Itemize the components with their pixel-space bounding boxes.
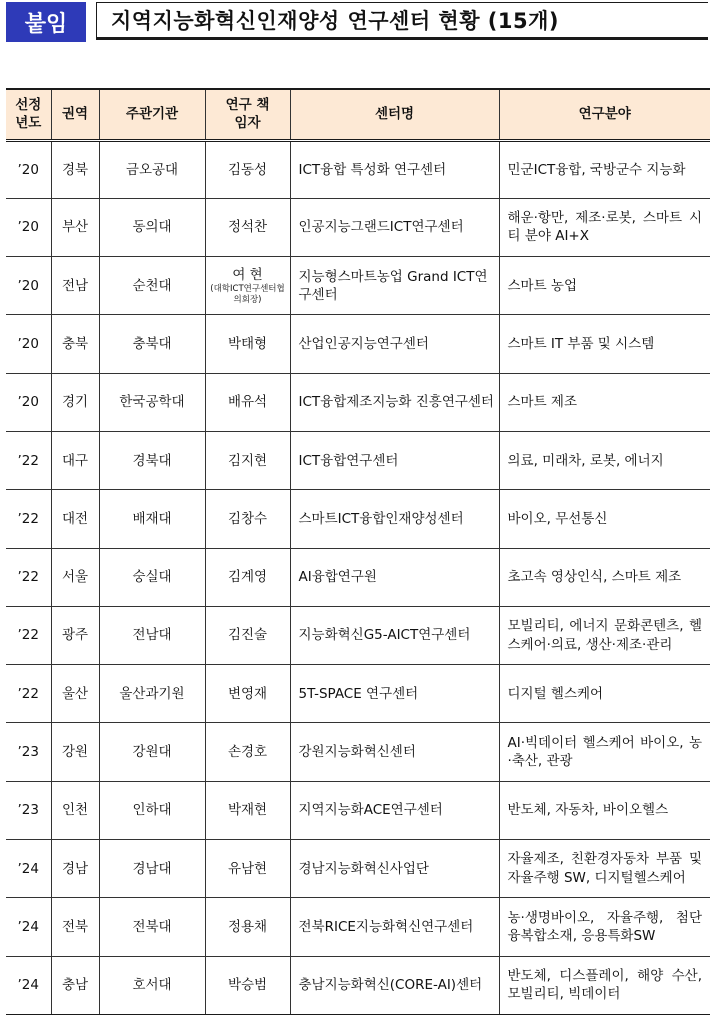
research-field-cell — [499, 315, 710, 373]
region-cell-text: 인천 — [61, 802, 89, 819]
institution-cell-text: 호서대 — [132, 977, 172, 994]
institution-cell — [99, 840, 205, 898]
institution-cell — [99, 898, 205, 956]
research-field-cell-text: 민군ICT융합, 국방군수 지능화 — [507, 161, 686, 178]
research-center-table — [6, 88, 710, 1015]
research-field-cell-text: 초고속 영상인식, 스마트 제조 — [507, 569, 682, 586]
research-field-cell-text: 바이오, 무선통신 — [507, 510, 608, 527]
center-name-cell-text: 충남지능화혁신(CORE-AI)센터 — [298, 977, 483, 994]
manager-cell — [205, 198, 290, 256]
research-field-cell-text: 스마트 제조 — [507, 394, 577, 411]
manager-cell — [205, 606, 290, 664]
manager-note: (대학ICT연구센터협의회장) — [210, 284, 285, 305]
table-row — [6, 140, 710, 198]
center-name-cell-text: ICT융합 특성화 연구센터 — [298, 161, 447, 178]
research-field-cell-text: 해운·항만, 제조·로봇, 스마트 시티 분야 AI+X — [507, 210, 702, 245]
manager-cell — [205, 373, 290, 431]
manager-cell — [205, 548, 290, 606]
table-row — [6, 606, 710, 664]
region-cell — [51, 898, 99, 956]
manager-cell-text: 손경호 — [227, 744, 268, 760]
year-cell-text: ’20 — [17, 335, 39, 352]
region-cell-text: 서울 — [61, 569, 89, 586]
year-cell — [6, 140, 51, 198]
region-cell — [51, 781, 99, 839]
institution-cell-text: 인하대 — [132, 802, 172, 819]
table-header — [6, 89, 710, 140]
region-cell-text: 대전 — [61, 510, 89, 527]
research-field-cell — [499, 665, 710, 723]
year-cell — [6, 606, 51, 664]
center-name-cell — [290, 606, 499, 664]
year-cell-text: ’20 — [17, 394, 39, 411]
region-cell — [51, 840, 99, 898]
research-field-cell-text: 디지털 헬스케어 — [507, 685, 604, 702]
research-field-cell — [499, 840, 710, 898]
research-field-cell — [499, 781, 710, 839]
manager-cell-text: 정석찬 — [227, 219, 268, 236]
institution-cell — [99, 781, 205, 839]
region-cell-text: 전북 — [61, 918, 89, 935]
center-name-cell — [290, 723, 499, 781]
year-cell — [6, 665, 51, 723]
institution-cell — [99, 140, 205, 198]
table-row — [6, 315, 710, 373]
year-cell-text: ’22 — [17, 569, 39, 586]
center-name-cell-text: 5T-SPACE 연구센터 — [298, 685, 419, 702]
table-row — [6, 198, 710, 256]
region-cell — [51, 956, 99, 1014]
column-header-year — [6, 89, 51, 140]
year-cell — [6, 315, 51, 373]
center-name-cell — [290, 490, 499, 548]
column-header-region: 권역 — [51, 89, 99, 140]
center-name-cell-text: 스마트ICT융합인재양성센터 — [298, 510, 464, 527]
manager-cell-text: 김진술 — [227, 627, 268, 644]
institution-cell-text: 충북대 — [132, 335, 172, 352]
table-row — [6, 781, 710, 839]
region-cell-text: 울산 — [61, 685, 89, 702]
manager-cell-text: 박승범 — [227, 977, 268, 994]
year-cell-text: ’22 — [17, 510, 39, 527]
year-cell — [6, 781, 51, 839]
region-cell — [51, 140, 99, 198]
year-cell — [6, 840, 51, 898]
year-cell — [6, 548, 51, 606]
research-field-cell — [499, 898, 710, 956]
manager-cell-text: 유남현 — [227, 860, 268, 877]
region-cell-text: 부산 — [61, 219, 89, 236]
year-cell — [6, 898, 51, 956]
research-field-cell-text: 스마트 농업 — [507, 277, 577, 294]
table-row — [6, 723, 710, 781]
region-cell — [51, 548, 99, 606]
table-row — [6, 956, 710, 1014]
page-header — [6, 2, 710, 44]
year-cell-text: ’24 — [17, 918, 39, 935]
region-cell — [51, 257, 99, 315]
center-name-cell-text: AI융합연구원 — [298, 569, 377, 586]
institution-cell — [99, 665, 205, 723]
center-name-cell — [290, 781, 499, 839]
research-field-cell — [499, 548, 710, 606]
research-field-cell — [499, 373, 710, 431]
institution-cell — [99, 490, 205, 548]
region-cell-text: 광주 — [61, 627, 89, 644]
table-row — [6, 840, 710, 898]
manager-cell — [205, 840, 290, 898]
center-name-cell — [290, 257, 499, 315]
institution-cell — [99, 548, 205, 606]
year-cell — [6, 257, 51, 315]
research-field-cell-text: 의료, 미래차, 로봇, 에너지 — [507, 452, 664, 469]
center-name-cell-text: 지역지능화ACE연구센터 — [298, 802, 443, 819]
region-cell — [51, 315, 99, 373]
year-cell — [6, 431, 51, 489]
research-field-cell — [499, 490, 710, 548]
region-cell — [51, 665, 99, 723]
page-title: 지역지능화혁신인재양성 연구센터 현황 (15개) — [96, 2, 708, 40]
manager-cell-text: 박재현 — [227, 802, 268, 819]
institution-cell-text: 울산과기원 — [119, 685, 185, 702]
year-cell-text: ’20 — [17, 161, 39, 178]
region-cell-text: 경북 — [61, 161, 89, 178]
institution-cell-text: 강원대 — [132, 744, 172, 760]
year-cell-text: ’23 — [17, 802, 39, 819]
institution-cell-text: 전북대 — [132, 918, 172, 935]
institution-cell — [99, 606, 205, 664]
center-name-cell — [290, 840, 499, 898]
institution-cell — [99, 315, 205, 373]
center-name-cell — [290, 140, 499, 198]
region-cell — [51, 606, 99, 664]
column-header-center: 센터명 — [290, 89, 499, 140]
table-row — [6, 548, 710, 606]
column-header-manager-text: 연구 책임자 — [225, 97, 270, 132]
region-cell — [51, 723, 99, 781]
year-cell — [6, 490, 51, 548]
manager-cell-text: 김계영 — [227, 569, 268, 586]
year-cell-text: ’24 — [17, 977, 39, 994]
region-cell — [51, 373, 99, 431]
column-header-year-text: 선정 년도 — [15, 97, 42, 132]
year-cell — [6, 723, 51, 781]
research-field-cell — [499, 257, 710, 315]
institution-cell — [99, 723, 205, 781]
region-cell-text: 전남 — [61, 277, 89, 294]
year-cell-text: ’23 — [17, 744, 39, 760]
manager-cell — [205, 257, 290, 315]
year-cell — [6, 198, 51, 256]
manager-cell-text: 정용채 — [227, 918, 268, 935]
manager-cell-text: 김동성 — [227, 161, 268, 178]
manager-cell — [205, 898, 290, 956]
year-cell-text: ’20 — [17, 277, 39, 294]
institution-cell-text: 경남대 — [132, 860, 172, 877]
institution-cell-text: 한국공학대 — [119, 394, 185, 411]
region-cell-text: 충북 — [61, 335, 89, 352]
institution-cell-text: 전남대 — [132, 627, 172, 644]
center-name-cell-text: 지능화혁신G5-AICT연구센터 — [298, 627, 471, 644]
research-field-cell — [499, 431, 710, 489]
research-field-cell-text: 반도체, 자동차, 바이오헬스 — [507, 802, 669, 819]
institution-cell — [99, 431, 205, 489]
region-cell-text: 경남 — [61, 860, 89, 877]
manager-cell — [205, 956, 290, 1014]
center-name-cell-text: 지능형스마트농업 Grand ICT연구센터 — [298, 268, 488, 303]
column-header-manager — [205, 89, 290, 140]
manager-cell-text: 변영재 — [227, 685, 268, 702]
table-body — [6, 140, 710, 1014]
table-row — [6, 490, 710, 548]
table-row — [6, 257, 710, 315]
region-cell-text: 충남 — [61, 977, 89, 994]
research-field-cell-text: 반도체, 디스플레이, 해양 수산, 모빌리티, 빅데이터 — [507, 968, 702, 1003]
research-field-cell-text: 농·생명바이오, 자율주행, 첨단 융복합소재, 응용특화SW — [507, 909, 702, 944]
center-name-cell-text: ICT융합제조지능화 진흥연구센터 — [298, 394, 494, 411]
manager-cell — [205, 490, 290, 548]
table-row — [6, 898, 710, 956]
manager-cell — [205, 431, 290, 489]
attachment-badge: 붙임 — [6, 2, 86, 42]
column-header-field: 연구분야 — [499, 89, 710, 140]
institution-cell-text: 순천대 — [132, 277, 172, 294]
center-name-cell-text: ICT융합연구센터 — [298, 452, 399, 469]
research-field-cell — [499, 956, 710, 1014]
center-name-cell-text: 강원지능화혁신센터 — [298, 744, 416, 760]
manager-cell-text: 박태형 — [227, 335, 268, 352]
research-field-cell-text: AI·빅데이터 헬스케어 바이오, 농·축산, 관광 — [507, 734, 702, 770]
manager-cell-text: 김창수 — [227, 510, 268, 527]
research-field-cell-text: 자율제조, 친환경자동차 부품 및 자율주행 SW, 디지털헬스케어 — [507, 851, 702, 886]
manager-cell — [205, 665, 290, 723]
region-cell — [51, 490, 99, 548]
research-field-cell-text: 스마트 IT 부품 및 시스템 — [507, 335, 655, 352]
research-field-cell-text: 모빌리티, 에너지 문화콘텐츠, 헬스케어·의료, 생산·제조·관리 — [507, 618, 702, 653]
center-name-cell — [290, 431, 499, 489]
manager-cell-text: 여 현 — [232, 267, 263, 283]
year-cell-text: ’24 — [17, 860, 39, 877]
year-cell-text: ’22 — [17, 452, 39, 469]
center-name-cell — [290, 956, 499, 1014]
center-name-cell — [290, 373, 499, 431]
manager-cell — [205, 140, 290, 198]
institution-cell-text: 숭실대 — [132, 569, 172, 586]
research-field-cell — [499, 140, 710, 198]
institution-cell-text: 동의대 — [132, 219, 172, 236]
table-header-row — [6, 89, 710, 140]
research-field-cell — [499, 723, 710, 781]
year-cell-text: ’22 — [17, 685, 39, 702]
manager-cell-text: 배유석 — [227, 394, 268, 411]
region-cell-text: 강원 — [61, 744, 89, 760]
table-row — [6, 665, 710, 723]
institution-cell — [99, 956, 205, 1014]
center-name-cell-text: 전북RICE지능화혁신연구센터 — [298, 918, 474, 935]
center-name-cell — [290, 315, 499, 373]
institution-cell — [99, 257, 205, 315]
table-row — [6, 431, 710, 489]
center-name-cell-text: 산업인공지능연구센터 — [298, 335, 429, 352]
institution-cell — [99, 198, 205, 256]
center-name-cell — [290, 665, 499, 723]
center-name-cell-text: 경남지능화혁신사업단 — [298, 860, 429, 877]
region-cell-text: 경기 — [61, 394, 89, 411]
institution-cell-text: 금오공대 — [125, 161, 179, 178]
research-field-cell — [499, 606, 710, 664]
manager-cell — [205, 315, 290, 373]
center-name-cell — [290, 198, 499, 256]
manager-cell-text: 김지현 — [227, 452, 268, 469]
table-row — [6, 373, 710, 431]
region-cell — [51, 431, 99, 489]
institution-cell-text: 배재대 — [132, 510, 172, 527]
institution-cell — [99, 373, 205, 431]
year-cell — [6, 956, 51, 1014]
center-name-cell — [290, 548, 499, 606]
institution-cell-text: 경북대 — [132, 452, 172, 469]
research-field-cell — [499, 198, 710, 256]
year-cell — [6, 373, 51, 431]
year-cell-text: ’22 — [17, 627, 39, 644]
manager-cell — [205, 781, 290, 839]
column-header-institution: 주관기관 — [99, 89, 205, 140]
manager-cell — [205, 723, 290, 781]
center-name-cell — [290, 898, 499, 956]
region-cell-text: 대구 — [61, 452, 89, 469]
center-name-cell-text: 인공지능그랜드ICT연구센터 — [298, 219, 464, 236]
year-cell-text: ’20 — [17, 219, 39, 236]
region-cell — [51, 198, 99, 256]
